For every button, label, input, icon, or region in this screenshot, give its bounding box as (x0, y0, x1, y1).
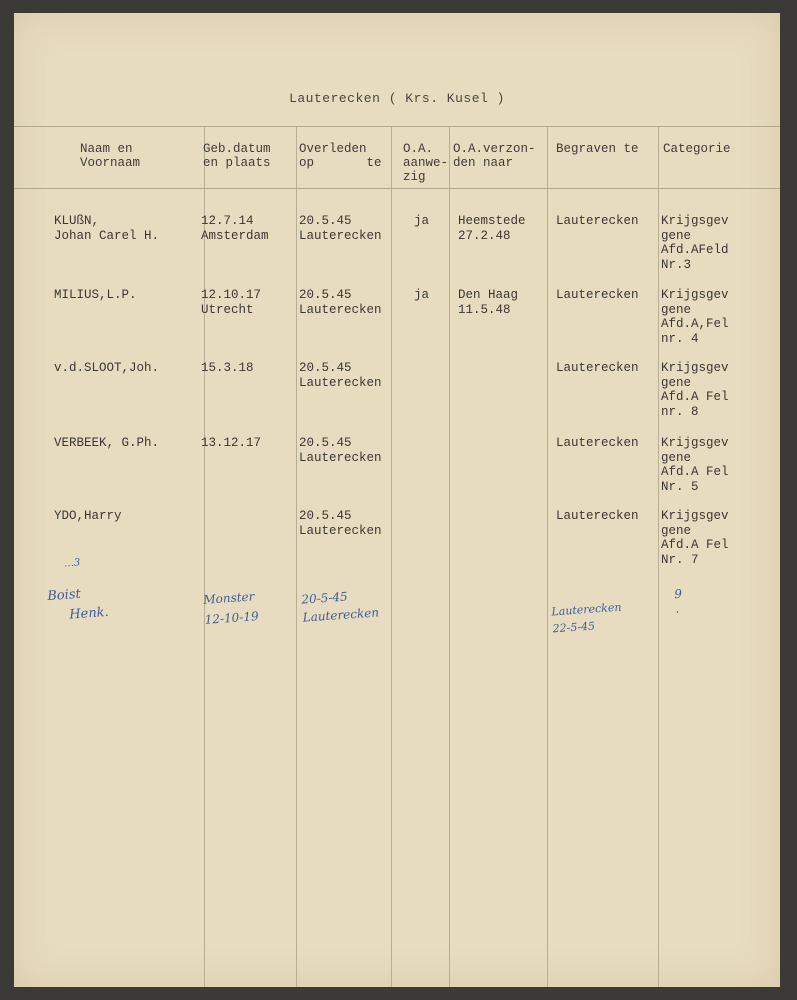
cell-oaverz: Heemstede 27.2.48 (458, 214, 526, 243)
handwritten-overleden: 20-5-45 Lauterecken (300, 589, 380, 625)
cell-overleden: 20.5.45 Lauterecken (299, 361, 382, 390)
header-bottom-rule (14, 188, 780, 189)
column-divider (204, 126, 205, 987)
header-oaverz: O.A.verzon- den naar (453, 142, 536, 170)
cell-overleden: 20.5.45 Lauterecken (299, 436, 382, 465)
handwritten-categorie: 9 · (673, 586, 683, 620)
cell-categorie: Krijgsgev gene Afd.AFeld Nr.3 (661, 214, 729, 272)
cell-begraven: Lauterecken (556, 214, 639, 228)
column-divider (296, 126, 297, 987)
cell-naam: VERBEEK, G.Ph. (54, 436, 160, 450)
column-divider (658, 126, 659, 987)
cell-categorie: Krijgsgev gene Afd.A Fel Nr. 7 (661, 509, 729, 567)
cell-overleden: 20.5.45 Lauterecken (299, 509, 382, 538)
cell-naam: YDO,Harry (54, 509, 122, 523)
cell-begraven: Lauterecken (556, 436, 639, 450)
cell-overleden: 20.5.45 Lauterecken (299, 214, 382, 243)
cell-begraven: Lauterecken (556, 509, 639, 523)
cell-naam: MILIUS,L.P. (54, 288, 137, 302)
handwritten-mark: ‥․3 (63, 557, 81, 570)
header-naam: Naam en Voornaam (80, 142, 141, 170)
header-oa: O.A. aanwe- zig (403, 142, 449, 184)
column-divider (449, 126, 450, 987)
cell-categorie: Krijgsgev gene Afd.A Fel Nr. 5 (661, 436, 729, 494)
header-geb: Geb.datum en plaats (203, 142, 271, 170)
cell-categorie: Krijgsgev gene Afd.A,Fel nr. 4 (661, 288, 729, 346)
cell-categorie: Krijgsgev gene Afd.A Fel nr. 8 (661, 361, 729, 419)
handwritten-begraven: Lauterecken 22-5-45 (551, 600, 622, 636)
header-begraven: Begraven te (556, 142, 639, 156)
cell-naam: v.d.SLOOT,Joh. (54, 361, 160, 375)
cell-naam: KLUßN, Johan Carel H. (54, 214, 160, 243)
cell-begraven: Lauterecken (556, 288, 639, 302)
cell-begraven: Lauterecken (556, 361, 639, 375)
cell-overleden: 20.5.45 Lauterecken (299, 288, 382, 317)
column-divider (391, 126, 392, 987)
column-divider (547, 126, 548, 987)
handwritten-geb: Monster 12-10-19 (202, 589, 260, 627)
header-top-rule (14, 126, 780, 127)
cell-oa: ja (414, 214, 430, 228)
cell-geb: 12.10.17 Utrecht (201, 288, 262, 317)
header-categorie: Categorie (663, 142, 731, 156)
cell-geb: 13.12.17 (201, 436, 262, 450)
cell-geb: 12.7.14 Amsterdam (201, 214, 269, 243)
header-overleden: Overleden op te (299, 142, 382, 170)
cell-oaverz: Den Haag 11.5.48 (458, 288, 519, 317)
handwritten-naam: Boist Henk. (46, 586, 110, 625)
cell-geb: 15.3.18 (201, 361, 254, 375)
cell-oa: ja (414, 288, 430, 302)
page-title: Lauterecken ( Krs. Kusel ) (289, 91, 505, 106)
document-sheet (14, 13, 780, 987)
